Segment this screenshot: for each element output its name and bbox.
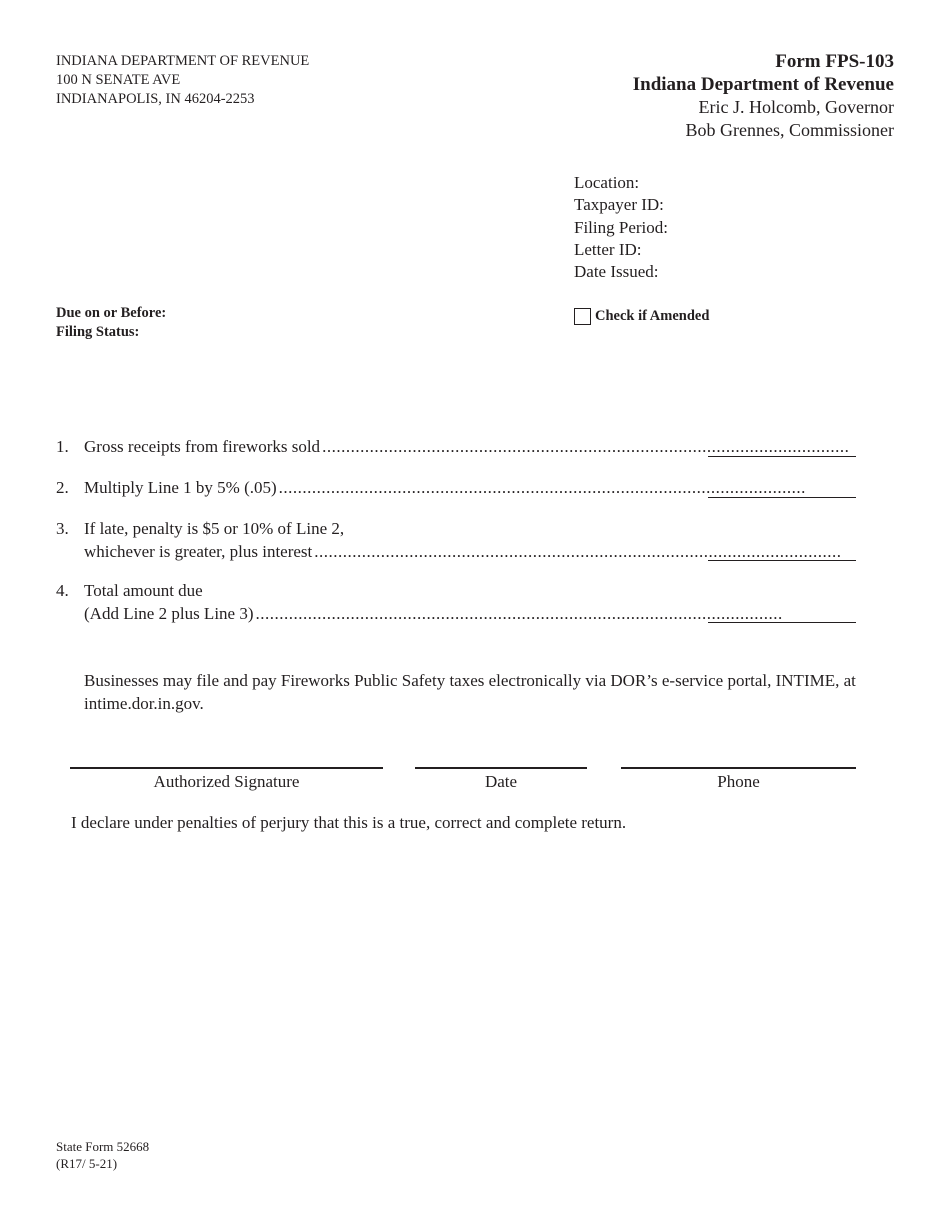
line-number: 1.	[56, 437, 69, 456]
leader-dots: ...............................................................................................................	[314, 541, 842, 561]
line-item-2	[56, 477, 856, 501]
letter-id-label: Letter ID:	[574, 239, 642, 259]
amended-checkbox-group[interactable]	[574, 308, 709, 325]
line-description: whichever is greater, plus interest	[84, 541, 313, 561]
line-number: 3.	[56, 519, 69, 538]
revision-date: (R17/ 5-21)	[56, 1156, 118, 1171]
agency-name: Indiana Department of Revenue	[632, 74, 894, 95]
amended-checkbox[interactable]	[574, 308, 591, 325]
amended-label: Check if Amended	[595, 308, 710, 324]
leader-dots: ...............................................................................................................	[255, 603, 783, 623]
line-item-4	[56, 580, 856, 626]
date-label: Date	[484, 772, 518, 791]
signature-label: Authorized Signature	[153, 772, 300, 791]
leader-dots: ...............................................................................................................	[322, 437, 850, 456]
filing-status-label: Filing Status:	[56, 324, 140, 340]
line-1-amount-field[interactable]	[708, 456, 856, 457]
taxpayer-info	[574, 172, 668, 283]
signature-line[interactable]	[70, 767, 383, 769]
line-item-3	[56, 518, 856, 564]
sender-line-2: 100 N SENATE AVE	[56, 72, 181, 88]
line-description: (Add Line 2 plus Line 3)	[84, 603, 254, 623]
taxpayer-id-label: Taxpayer ID:	[574, 195, 664, 215]
form-header	[633, 50, 894, 142]
line-description-first: Total amount due	[84, 581, 203, 600]
line-4-amount-field[interactable]	[708, 622, 856, 623]
line-description-first: If late, penalty is $5 or 10% of Line 2,	[84, 519, 345, 538]
perjury-declaration: I declare under penalties of perjury that this is a true, correct and complete return.	[71, 813, 627, 832]
line-3-amount-field[interactable]	[708, 560, 856, 561]
date-line[interactable]	[415, 767, 587, 769]
filing-period-label: Filing Period:	[574, 217, 668, 237]
state-form-number: State Form 52668	[56, 1139, 150, 1154]
sender-address	[56, 52, 309, 109]
commissioner-name: Bob Grennes, Commissioner	[685, 120, 894, 140]
line-description: Multiply Line 1 by 5% (.05)	[84, 478, 277, 497]
line-item-1	[56, 436, 856, 460]
sender-line-1: INDIANA DEPARTMENT OF REVENUE	[56, 53, 310, 69]
sender-line-3: INDIANAPOLIS, IN 46204-2253	[56, 91, 255, 107]
e-filing-notice: Businesses may file and pay Fireworks Public Safety taxes electronically via DOR’s e-service portal, INTIME, at intime.dor.in.gov.	[84, 671, 856, 713]
phone-line[interactable]	[621, 767, 856, 769]
location-label: Location:	[574, 173, 640, 192]
form-number: Form FPS-103	[775, 51, 894, 72]
line-description: Gross receipts from fireworks sold	[84, 437, 321, 456]
line-number: 2.	[56, 478, 69, 497]
due-date-label: Due on or Before:	[56, 305, 167, 321]
phone-label: Phone	[717, 772, 760, 791]
date-issued-label: Date Issued:	[574, 262, 659, 282]
form-footer	[56, 1138, 149, 1172]
line-2-amount-field[interactable]	[708, 497, 856, 498]
due-info	[56, 304, 166, 342]
governor-name: Eric J. Holcomb, Governor	[698, 97, 894, 117]
line-number: 4.	[56, 581, 69, 600]
leader-dots: ...............................................................................................................	[278, 478, 806, 497]
